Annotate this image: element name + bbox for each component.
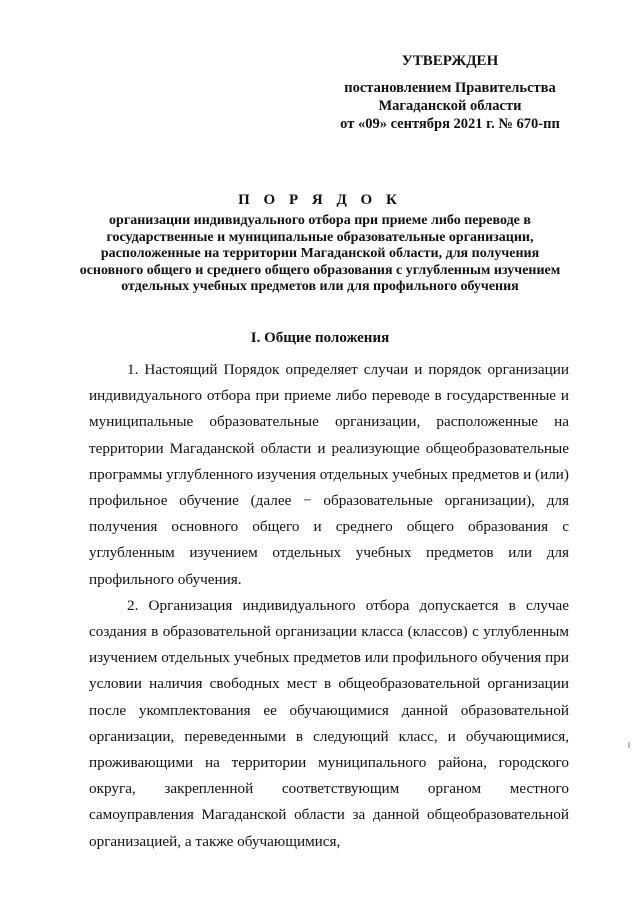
approval-line-2: Магаданской области: [378, 98, 522, 114]
document-title: П О Р Я Д О К: [238, 192, 402, 208]
approval-line-1: постановлением Правительства: [344, 80, 556, 96]
document-subtitle: организации индивидуального отбора при приеме либо переводе в государственные и муниципальные образовательные организации, расположенные на территории Магаданской области, для получения основного общего и среднего общего образования с углубленным изучением отдельных учебных предметов или для профильного обучения: [79, 213, 561, 294]
scan-mark: [628, 742, 630, 748]
paragraph-2: 2. Организация индивидуального отбора допускается в случае создания в образовательной организации класса (классов) с углубленным изучением отдельных учебных предметов или профильного обучения при условии наличия свободных мест в общеобразовательной организации после укомплектования ее обучающимися данной образовательной организации, переведенными в следующий класс, и обучающимися, проживающими на территории муниципального района, городского округа, закрепленной соответствующим органом местного самоуправления Магаданской области за данной общеобразовательной организацией, а также обучающимися,: [89, 596, 569, 850]
section-title: I. Общие положения: [250, 330, 390, 346]
document-body: [89, 357, 569, 855]
approval-title: УТВЕРЖДЕН: [401, 53, 499, 69]
paragraph-1: 1. Настоящий Порядок определяет случаи и порядок организации индивидуального отбора при приеме либо переводе в государственные и муниципальные образовательные организации, расположенные на территории Магаданской области и реализующие общеобразовательные программы углубленного изучения отдельных учебных предметов и (или) профильное обучение (далее − образовательные организации), для получения основного общего и среднего общего образования с углубленным изучением отдельных учебных предметов или для профильного обучения.: [89, 361, 569, 588]
approval-stamp-block: [300, 52, 600, 133]
approval-line-3: от «09» сентября 2021 г. № 670-пп: [340, 116, 560, 132]
